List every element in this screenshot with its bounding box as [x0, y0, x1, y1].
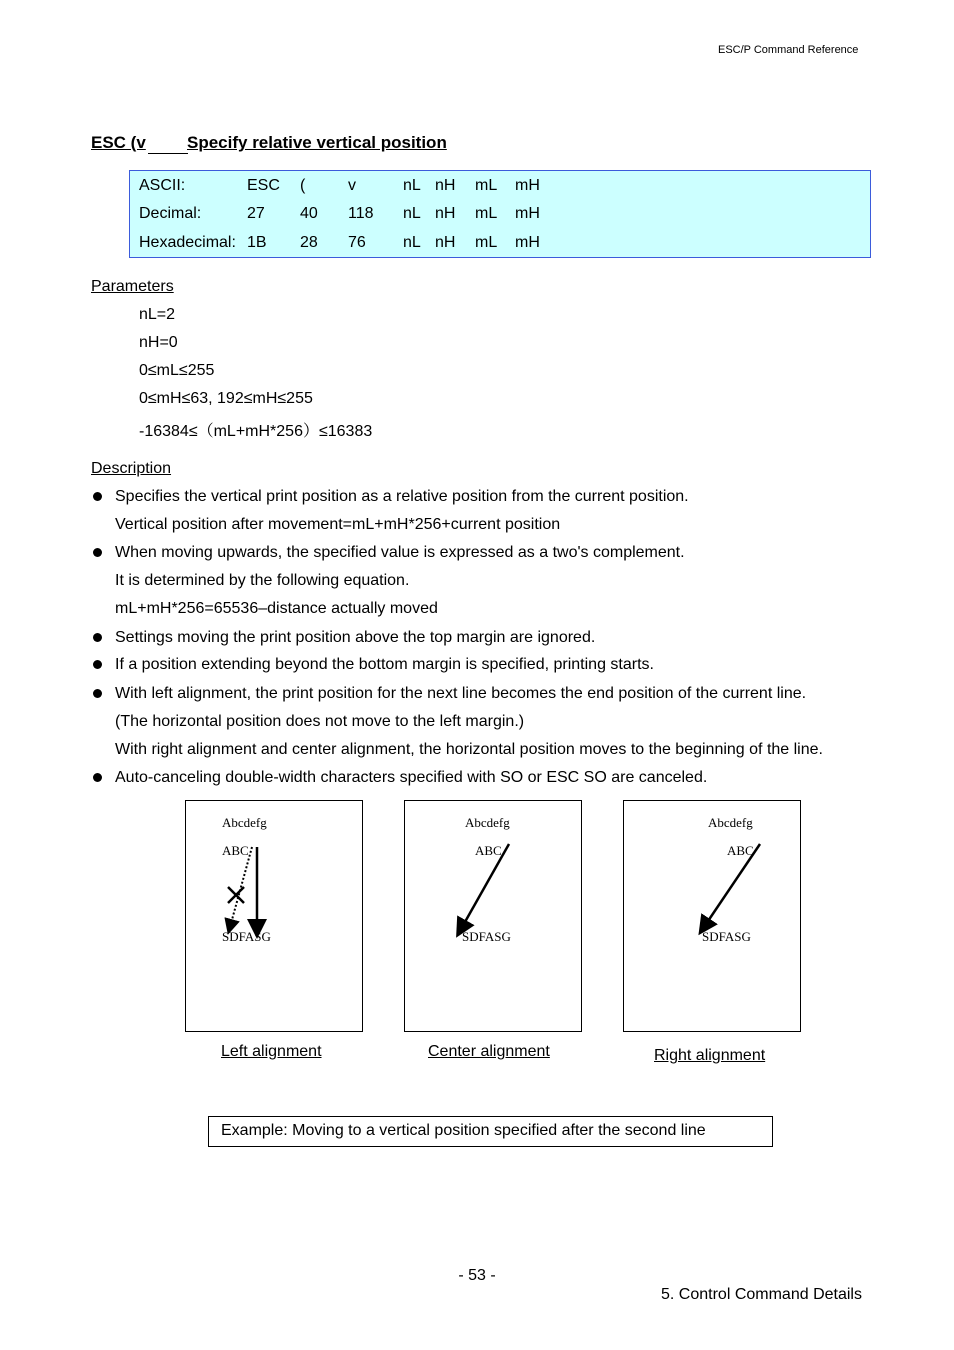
left-alignment-panel: [185, 800, 363, 1032]
row-label: Decimal:: [139, 205, 202, 222]
panel-line2: ABC: [222, 843, 249, 858]
cell: nH: [435, 177, 456, 194]
panel-line2: ABC: [727, 843, 754, 858]
parameter-item: 0≤mL≤255: [139, 362, 215, 379]
page-number: - 53 -: [458, 1267, 496, 1284]
description-line: If a position extending beyond the bottom margin is specified, printing starts.: [115, 656, 654, 673]
description-line: With right alignment and center alignment, the horizontal position moves to the beginning of the line.: [115, 741, 823, 758]
cell: nL: [403, 205, 421, 222]
command-definition-box: [129, 170, 871, 258]
description-line: Specifies the vertical print position as a relative position from the current position.: [115, 488, 689, 505]
caption-center-alignment: Center alignment: [428, 1043, 550, 1060]
cell: mL: [475, 205, 498, 222]
description-line: mL+mH*256=65536–distance actually moved: [115, 600, 438, 617]
dotted-arrow: [230, 847, 252, 927]
panel-line2: ABC: [475, 843, 502, 858]
description-heading: Description: [91, 460, 172, 477]
cell: 27: [247, 205, 265, 222]
description-line: Vertical position after movement=mL+mH*256+current position: [115, 516, 561, 533]
cell: 118: [348, 205, 374, 222]
bullet-icon: [93, 689, 102, 698]
panel-line1: Abcdefg: [222, 815, 267, 830]
bullet-icon: [93, 633, 102, 642]
command-name-title: Specify relative vertical position: [187, 133, 447, 152]
panel-line3: SDFASG: [222, 929, 271, 944]
description-line: When moving upwards, the specified value is expressed as a two's complement.: [115, 544, 685, 561]
header-reference: ESC/P Command Reference: [718, 44, 859, 56]
example-box: Example: Moving to a vertical position specified after the second line: [208, 1116, 773, 1147]
description-line: It is determined by the following equation.: [115, 572, 410, 589]
description-line: Auto-canceling double-width characters specified with SO or ESC SO are canceled.: [115, 769, 708, 786]
center-alignment-panel: [404, 800, 582, 1032]
cell: (: [300, 177, 306, 194]
cell: mH: [515, 205, 540, 222]
right-alignment-arrow: [624, 801, 800, 1031]
panel-line3: SDFASG: [462, 929, 511, 944]
bullet-icon: [93, 773, 102, 782]
panel-line3: SDFASG: [702, 929, 751, 944]
cell: mH: [515, 234, 540, 251]
parameters-heading: Parameters: [91, 278, 174, 295]
cell: 28: [300, 234, 318, 251]
row-label: Hexadecimal:: [139, 234, 236, 251]
bullet-icon: [93, 492, 102, 501]
left-alignment-arrows: [186, 801, 362, 1031]
row-label: ASCII:: [139, 177, 186, 194]
description-line: Settings moving the print position above the top margin are ignored.: [115, 629, 596, 646]
bullet-icon: [93, 548, 102, 557]
description-line: With left alignment, the print position for the next line becomes the end position of the current line.: [115, 685, 807, 702]
title-underline-gap: [148, 133, 188, 154]
cell: 40: [300, 205, 318, 222]
caption-right-alignment: Right alignment: [654, 1047, 766, 1064]
cell: ESC: [247, 177, 280, 194]
cell: mH: [515, 177, 540, 194]
right-alignment-panel: [623, 800, 801, 1032]
parameter-item: 0≤mH≤63, 192≤mH≤255: [139, 390, 313, 407]
cell: v: [348, 177, 356, 194]
cell: mL: [475, 177, 498, 194]
cell: nL: [403, 234, 421, 251]
cell: nH: [435, 234, 456, 251]
bullet-icon: [93, 660, 102, 669]
cell: nL: [403, 177, 421, 194]
center-alignment-arrow: [405, 801, 581, 1031]
chapter-footer: 5. Control Command Details: [661, 1286, 862, 1303]
parameter-item: nH=0: [139, 334, 178, 351]
cell: 1B: [247, 234, 267, 251]
parameter-item: nL=2: [139, 306, 176, 323]
cell: nH: [435, 205, 456, 222]
caption-left-alignment: Left alignment: [221, 1043, 322, 1060]
cell: 76: [348, 234, 366, 251]
description-line: (The horizontal position does not move to the left margin.): [115, 713, 525, 730]
cell: mL: [475, 234, 498, 251]
command-code-title: ESC (v: [91, 133, 146, 152]
parameter-item: -16384≤（mL+mH*256）≤16383: [139, 423, 373, 440]
panel-line1: Abcdefg: [708, 815, 753, 830]
panel-line1: Abcdefg: [465, 815, 510, 830]
